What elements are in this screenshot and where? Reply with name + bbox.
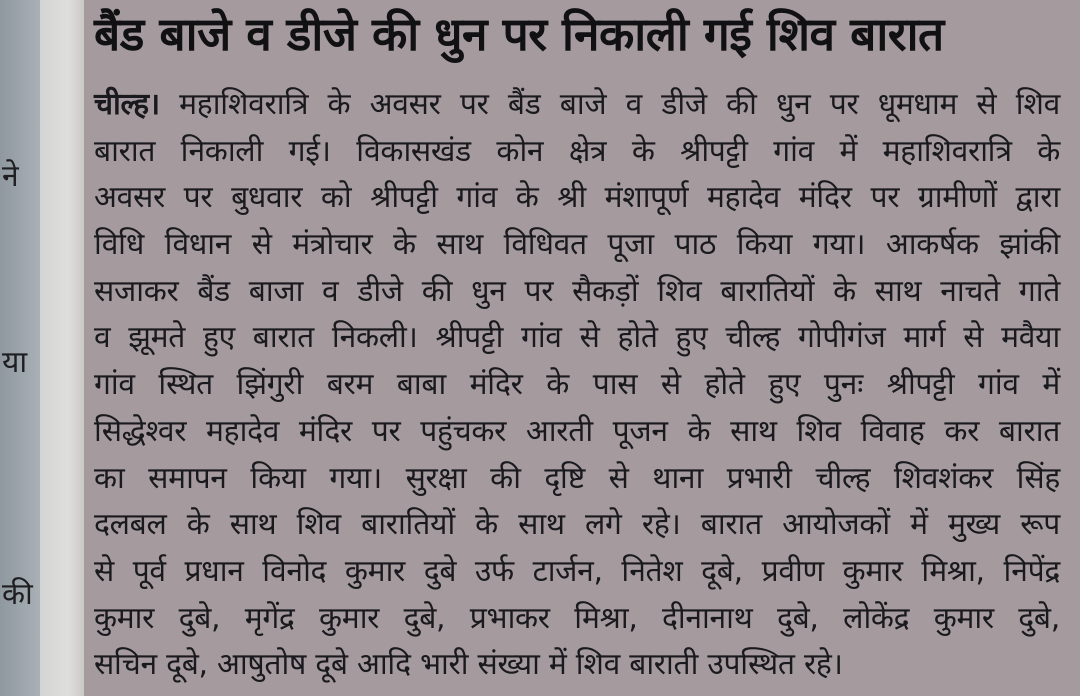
article-line-text: महाशिवरात्रि के अवसर पर बैंड बाजे व डीजे की धुन पर धूमधाम से शिव — [179, 87, 1060, 122]
article-line: कुमार दुबे, मृगेंद्र कुमार दुबे, प्रभाकर मिश्रा, दीनानाथ दुबे, लोकेंद्र कुमार दुबे, — [94, 600, 1060, 636]
article-body — [94, 82, 1060, 689]
adjacent-column-fragment: की — [2, 577, 33, 612]
article-line: सजाकर बैंड बाजा व डीजे की धुन पर सैकड़ों शिव बारातियों के साथ नाचते गाते — [94, 273, 1060, 309]
article-line — [94, 82, 1060, 129]
article-line: विधि विधान से मंत्रोचार के साथ विधिवत पूजा पाठ किया गया। आकर्षक झांकी — [94, 227, 1060, 263]
article-line: अवसर पर बुधवार को श्रीपट्टी गांव के श्री मंशापूर्ण महादेव मंदिर पर ग्रामीणों द्वारा — [94, 180, 1060, 216]
article-line: सिद्धेश्वर महादेव मंदिर पर पहुंचकर आरती पूजन के साथ शिव विवाह कर बारात — [94, 413, 1060, 449]
article-line: बारात निकाली गई। विकासखंड कोन क्षेत्र के श्रीपट्टी गांव में महाशिवरात्रि के — [94, 133, 1060, 169]
article-line: गांव स्थित झिंगुरी बरम बाबा मंदिर के पास से होते हुए पुनः श्रीपट्टी गांव में — [94, 367, 1060, 403]
headline-clip — [84, 0, 1080, 6]
column-gutter — [40, 0, 86, 696]
adjacent-column-strip — [0, 0, 40, 696]
article-line: का समापन किया गया। सुरक्षा की दृष्टि से थाना प्रभारी चील्ह शिवशंकर सिंह — [94, 460, 1060, 496]
article-line: दलबल के साथ शिव बारातियों के साथ लगे रहे। बारात आयोजकों में मुख्य रूप — [94, 507, 1060, 543]
article-line: व झूमते हुए बारात निकली। श्रीपट्टी गांव से होते हुए चील्ह गोपीगंज मार्ग से मवैया — [94, 320, 1060, 356]
news-article — [84, 0, 1080, 696]
article-headline: बैंड बाजे व डीजे की धुन पर निकाली गई शिव बारात — [94, 7, 944, 61]
adjacent-column-fragment: ने — [2, 159, 19, 194]
article-line: सचिन दूबे, आषुतोष दूबे आदि भारी संख्या में शिव बाराती उपस्थित रहे। — [94, 647, 843, 683]
article-dateline: चील्ह। — [94, 87, 160, 122]
adjacent-column-fragment: या — [2, 345, 28, 380]
article-line: से पूर्व प्रधान विनोद कुमार दुबे उर्फ टार्जन, नितेश दूबे, प्रवीण कुमार मिश्रा, निपेंद्र — [94, 553, 1060, 589]
